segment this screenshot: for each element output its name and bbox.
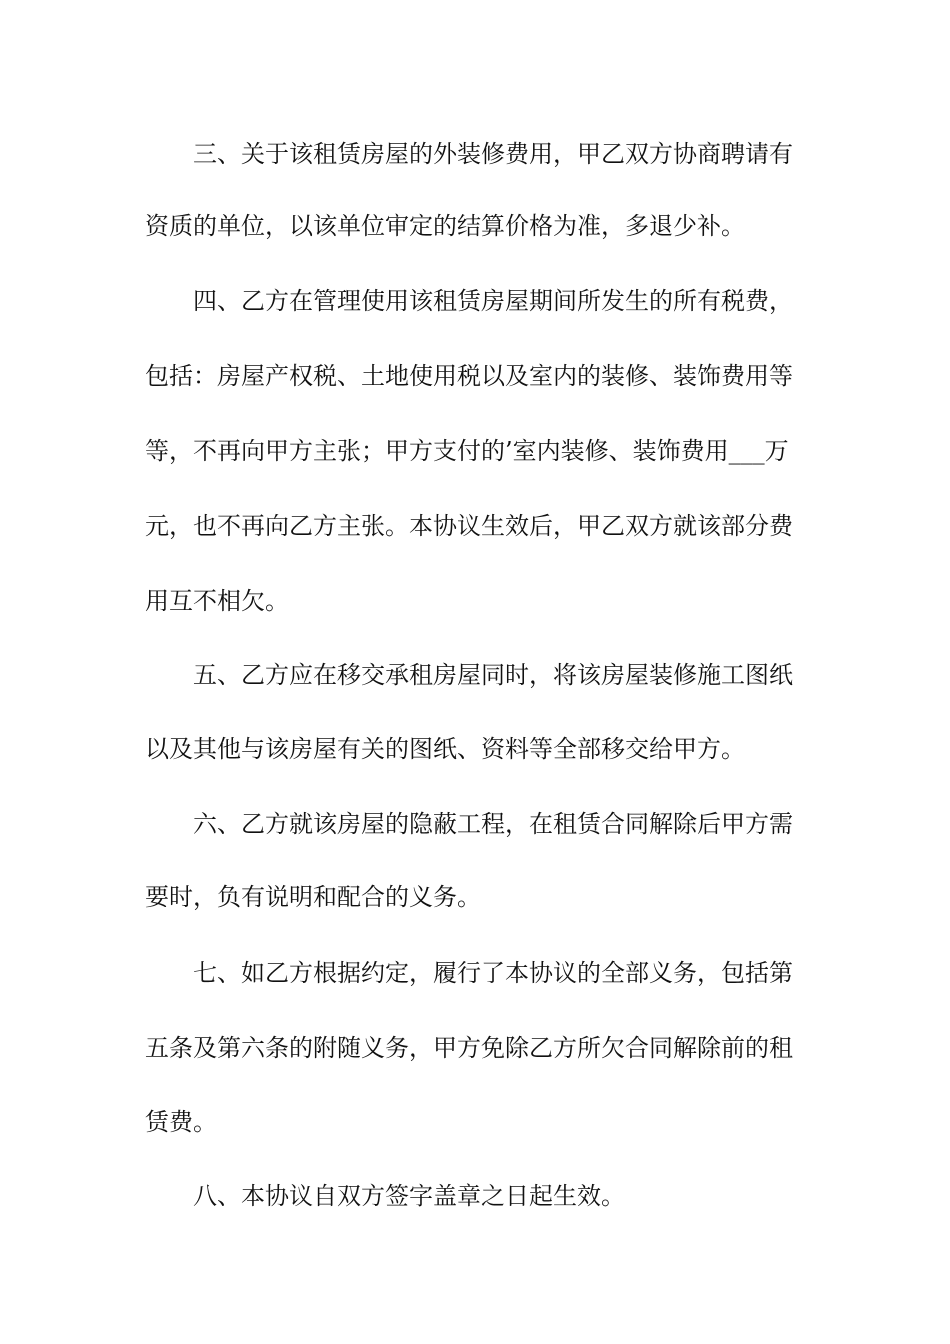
clause-4-line-5: 用互不相欠。 [145,587,289,615]
clause-8-line-1: 八、本协议自双方签字盖章之日起生效。 [193,1182,625,1210]
clause-3-line-1: 三、关于该租赁房屋的外装修费用，甲乙双方协商聘请有 [193,140,793,168]
clause-7-line-3: 赁费。 [145,1108,217,1136]
clause-4-line-2: 包括：房屋产权税、土地使用税以及室内的装修、装饰费用等 [145,362,793,390]
clause-7-line-2: 五条及第六条的附随义务，甲方免除乙方所欠合同解除前的租 [145,1034,793,1062]
clause-4-line-1: 四、乙方在管理使用该租赁房屋期间所发生的所有税费， [193,287,793,315]
clause-6-line-2: 要时，负有说明和配合的义务。 [145,883,481,911]
clause-6-line-1: 六、乙方就该房屋的隐蔽工程，在租赁合同解除后甲方需 [193,810,793,838]
clause-3-line-2: 资质的单位，以该单位审定的结算价格为准，多退少补。 [145,212,745,240]
clause-4-line-4: 元，也不再向乙方主张。本协议生效后，甲乙双方就该部分费 [145,512,793,540]
clause-7-line-1: 七、如乙方根据约定，履行了本协议的全部义务，包括第 [193,959,793,987]
clause-4-line-3: 等，不再向甲方主张；甲方支付的’室内装修、装饰费用___万 [145,437,789,465]
clause-5-line-2: 以及其他与该房屋有关的图纸、资料等全部移交给甲方。 [145,735,745,763]
clause-5-line-1: 五、乙方应在移交承租房屋同时，将该房屋装修施工图纸 [193,661,793,689]
